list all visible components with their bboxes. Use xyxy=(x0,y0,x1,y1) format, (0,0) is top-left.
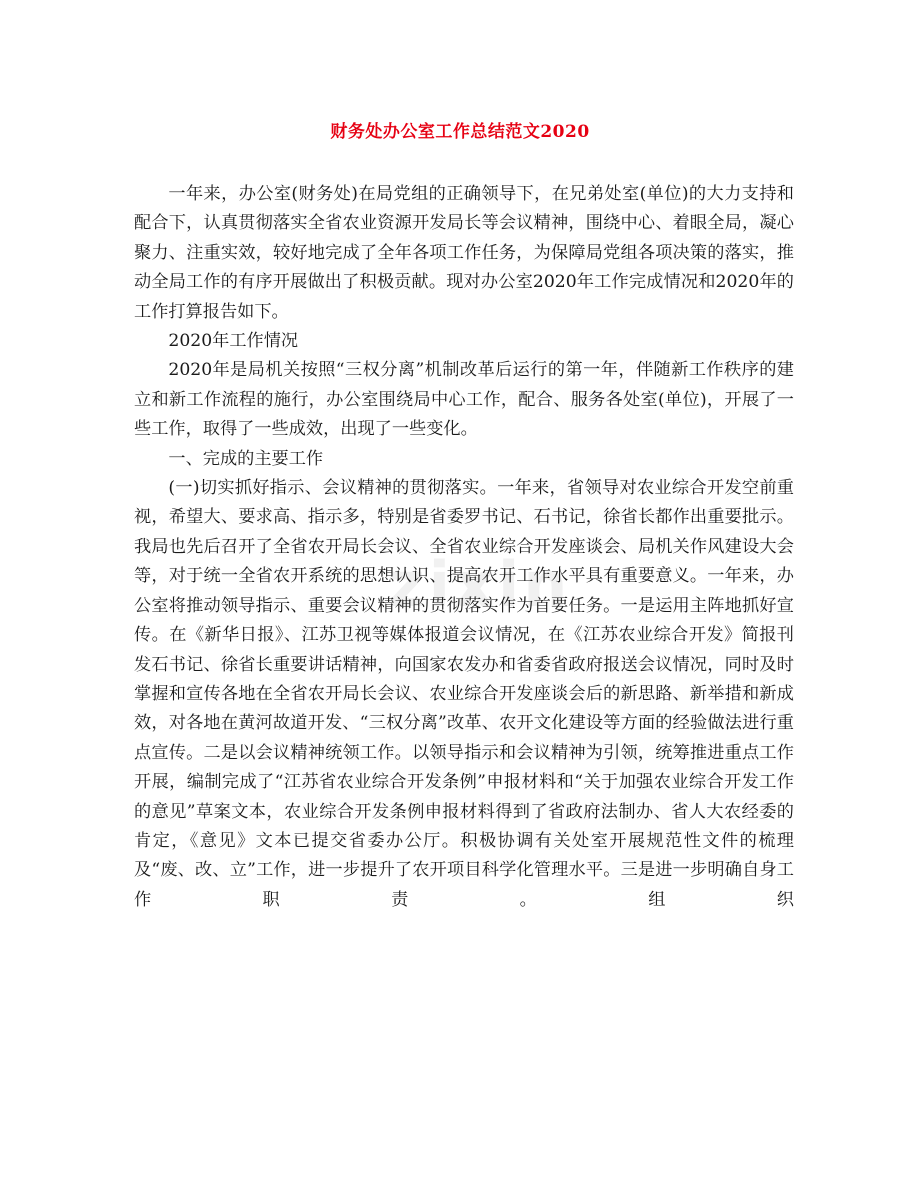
watermark: zixin xyxy=(388,548,572,621)
section-heading-main-work: 一、完成的主要工作 xyxy=(168,448,324,469)
paragraph-intro: 一年来，办公室(财务处)在局党组的正确领导下，在兄弟处室(单位)的大力支持和配合下，认真贯彻落实全省农业资源开发局长等会议精神，围绕中心、着眼全局，凝心聚力、注重实效，较好地完成了全年各项工作任务，为保障局党组各项决策的落实，推动全局工作的有序开展做出了积极贡献。现对办公室2020年工作完成情况和2020年的工作打算报告如下。 xyxy=(134,184,794,322)
section-heading-2020-work: 2020年工作情况 xyxy=(168,331,299,352)
paragraph-item-1: (一)切实抓好指示、会议精神的贯彻落实。一年来，省领导对农业综合开发空前重视，希望大、要求高、指示多，特别是省委罗书记、石书记，徐省长都作出重要批示。我局也先后召开了全省农开局长会议、全省农业综合开发座谈会、局机关作风建设大会等，对于统一全省农开系统的思想认识、提高农开工作水平具有重要意义。一年来，办公室将推动领导指示、重要会议精神的贯彻落实作为首要任务。一是运用主阵地抓好宣传。在《新华日报》、江苏卫视等媒体报道会议情况，在《江苏农业综合开发》简报刊发石书记、徐省长重要讲话精神，向国家农发办和省委省政府报送会议情况，同时及时掌握和宣传各地在全省农开局长会议、农业综合开发座谈会后的新思路、新举措和新成效，对各地在黄河故道开发、“三权分离”改革、农开文化建设等方面的经验做法进行重点宣传。二是以会议精神统领工作。以领导指示和会议精神为引领，统筹推进重点工作开展，编制完成了“江苏省农业综合开发条例”申报材料和“关于加强农业综合开发工作的意见”草案文本，农业综合开发条例申报材料得到了省政府法制办、省人大农经委的肯定，《意见》文本已提交省委办公厅。积极协调有关处室开展规范性文件的梳理及“废、改、立”工作，进一步提升了农开项目科学化管理水平。三是进一步明确自身工作职责。组织 xyxy=(134,478,794,910)
document-title: 财务处办公室工作总结范文2020 xyxy=(330,122,590,142)
document-body xyxy=(134,180,794,915)
paragraph-overview: 2020年是局机关按照“三权分离”机制改革后运行的第一年，伴随新工作秩序的建立和新工作流程的施行，办公室围绕局中心工作，配合、服务各处室(单位)，开展了一些工作，取得了一些成效，出现了一些变化。 xyxy=(134,360,794,440)
